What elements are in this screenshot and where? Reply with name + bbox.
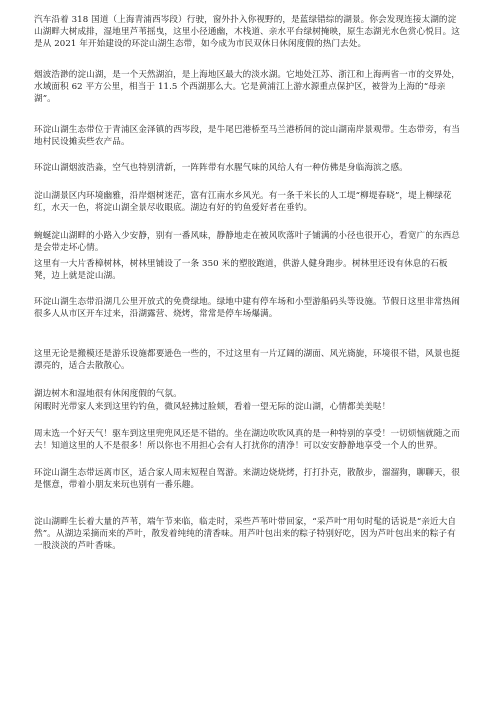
paragraph-greenland: 环淀山湖生态带沿湖几公里开放式的免费绿地。绿地中建有停车场和小型游船码头等设施。节假日这里非常热闹很多人从市区开车过来，沿湖露营、烧烤，常常是停车场爆满。 xyxy=(34,297,460,320)
paragraph-family: 环淀山湖生态带远离市区，适合家人周末短程自驾游。来湖边烧烧烤，打打扑克，散散步，溜溜狗，聊聊天，很是惬意，带着小朋友来玩也别有一番乐趣。 xyxy=(34,468,460,491)
paragraph-air: 环淀山湖烟波浩淼，空气也特别清新，一阵阵带有水腥气味的风给人有一种仿佛是身临海滨之感。 xyxy=(34,163,408,173)
paragraph-path: 蜿蜒淀山湖畔的小路入少安静，别有一番风味，静静地走在被风吹落叶子铺满的小径也很开心，看宽广的东西总是会带走坏心情。 xyxy=(34,231,460,254)
paragraph-scenery: 淀山湖景区内环境幽雅，沿岸烟树迷茫，富有江南水乡风光。有一条千米长的人工堤“柳堤春晓”，堤上柳绿花红，水天一色，将淀山湖全景尽收眼底。湖边有好的钓鱼爱好者在垂钓。 xyxy=(34,191,452,214)
paragraph-fishing: 闲暇时光带家人来到这里钓钓鱼，微风轻拂过脸颊，看着一望无际的淀山湖，心情都美美哒！ xyxy=(34,402,391,412)
paragraph-location: 环淀山湖生态带位于青浦区金泽镇的西岑段，是牛尾巴港桥至马兰港桥间的淀山湖南岸景观带。生态带旁，有当地村民设摊卖些农产品。 xyxy=(34,125,460,148)
paragraph-relax: 这里无论是搬模还是游乐设施都要逊色一些的，不过这里有一片辽阔的湖面、风光旖旎，环境很不错，风景也挺漂亮的，适合去散散心。 xyxy=(34,349,460,372)
paragraph-reeds: 淀山湖畔生长着大量的芦苇，端午节来临，临走时，采些芦苇叶带回家，“采芦叶”用句时髦的话说是“亲近大自然”。从湖边采摘而来的芦叶，散发着纯纯的清香味。用芦叶包出来的粽子特别好吃，因为芦叶包出来的粽子有一股淡淡的芦叶香味。 xyxy=(34,517,457,552)
paragraph-intro: 汽车沿着 318 国道（上海青浦西岑段）行驶，窗外扑入你视野的，是蓝绿错综的湖景。你会发现连接太湖的淀山湖畔大树成排，湿地里芦苇摇曳，这里小径通幽，木栈道、亲水平台绿树掩映，原生态湖光水色赏心悦目。这是从 2021 年开始建设的环淀山湖生态带，如今成为市民双休日休闲度假的热门去处。 xyxy=(34,15,460,50)
paragraph-wetland: 湖边树木和湿地很有休闲度假的气氛。 xyxy=(34,389,182,399)
paragraph-forest: 这里有一大片香樟树林，树林里铺设了一条 350 米的塑胶跑道，供游人健身跑步。树林里还设有休息的石板凳，边上就是淀山湖。 xyxy=(34,259,448,282)
paragraph-weekend: 周末选一个好天气！驱车到这里兜兜风还是不错的。坐在湖边吹吹风真的是一种特别的享受！一切烦恼就随之而去！知道这里的人不是很多！所以你也不用担心会有人打扰你的清净！可以安安静静地享受一个人的世界。 xyxy=(34,429,460,452)
paragraph-lake-overview: 烟波浩渺的淀山湖，是一个天然湖泊，是上海地区最大的淡水湖。它地处江苏、浙江和上海两省一市的交界处，水域面积 62 平方公里，相当于 11.5 个西湖那么大。它是黄浦江上游水源重点保护区，被誉为上海的“母亲湖”。 xyxy=(34,70,460,105)
